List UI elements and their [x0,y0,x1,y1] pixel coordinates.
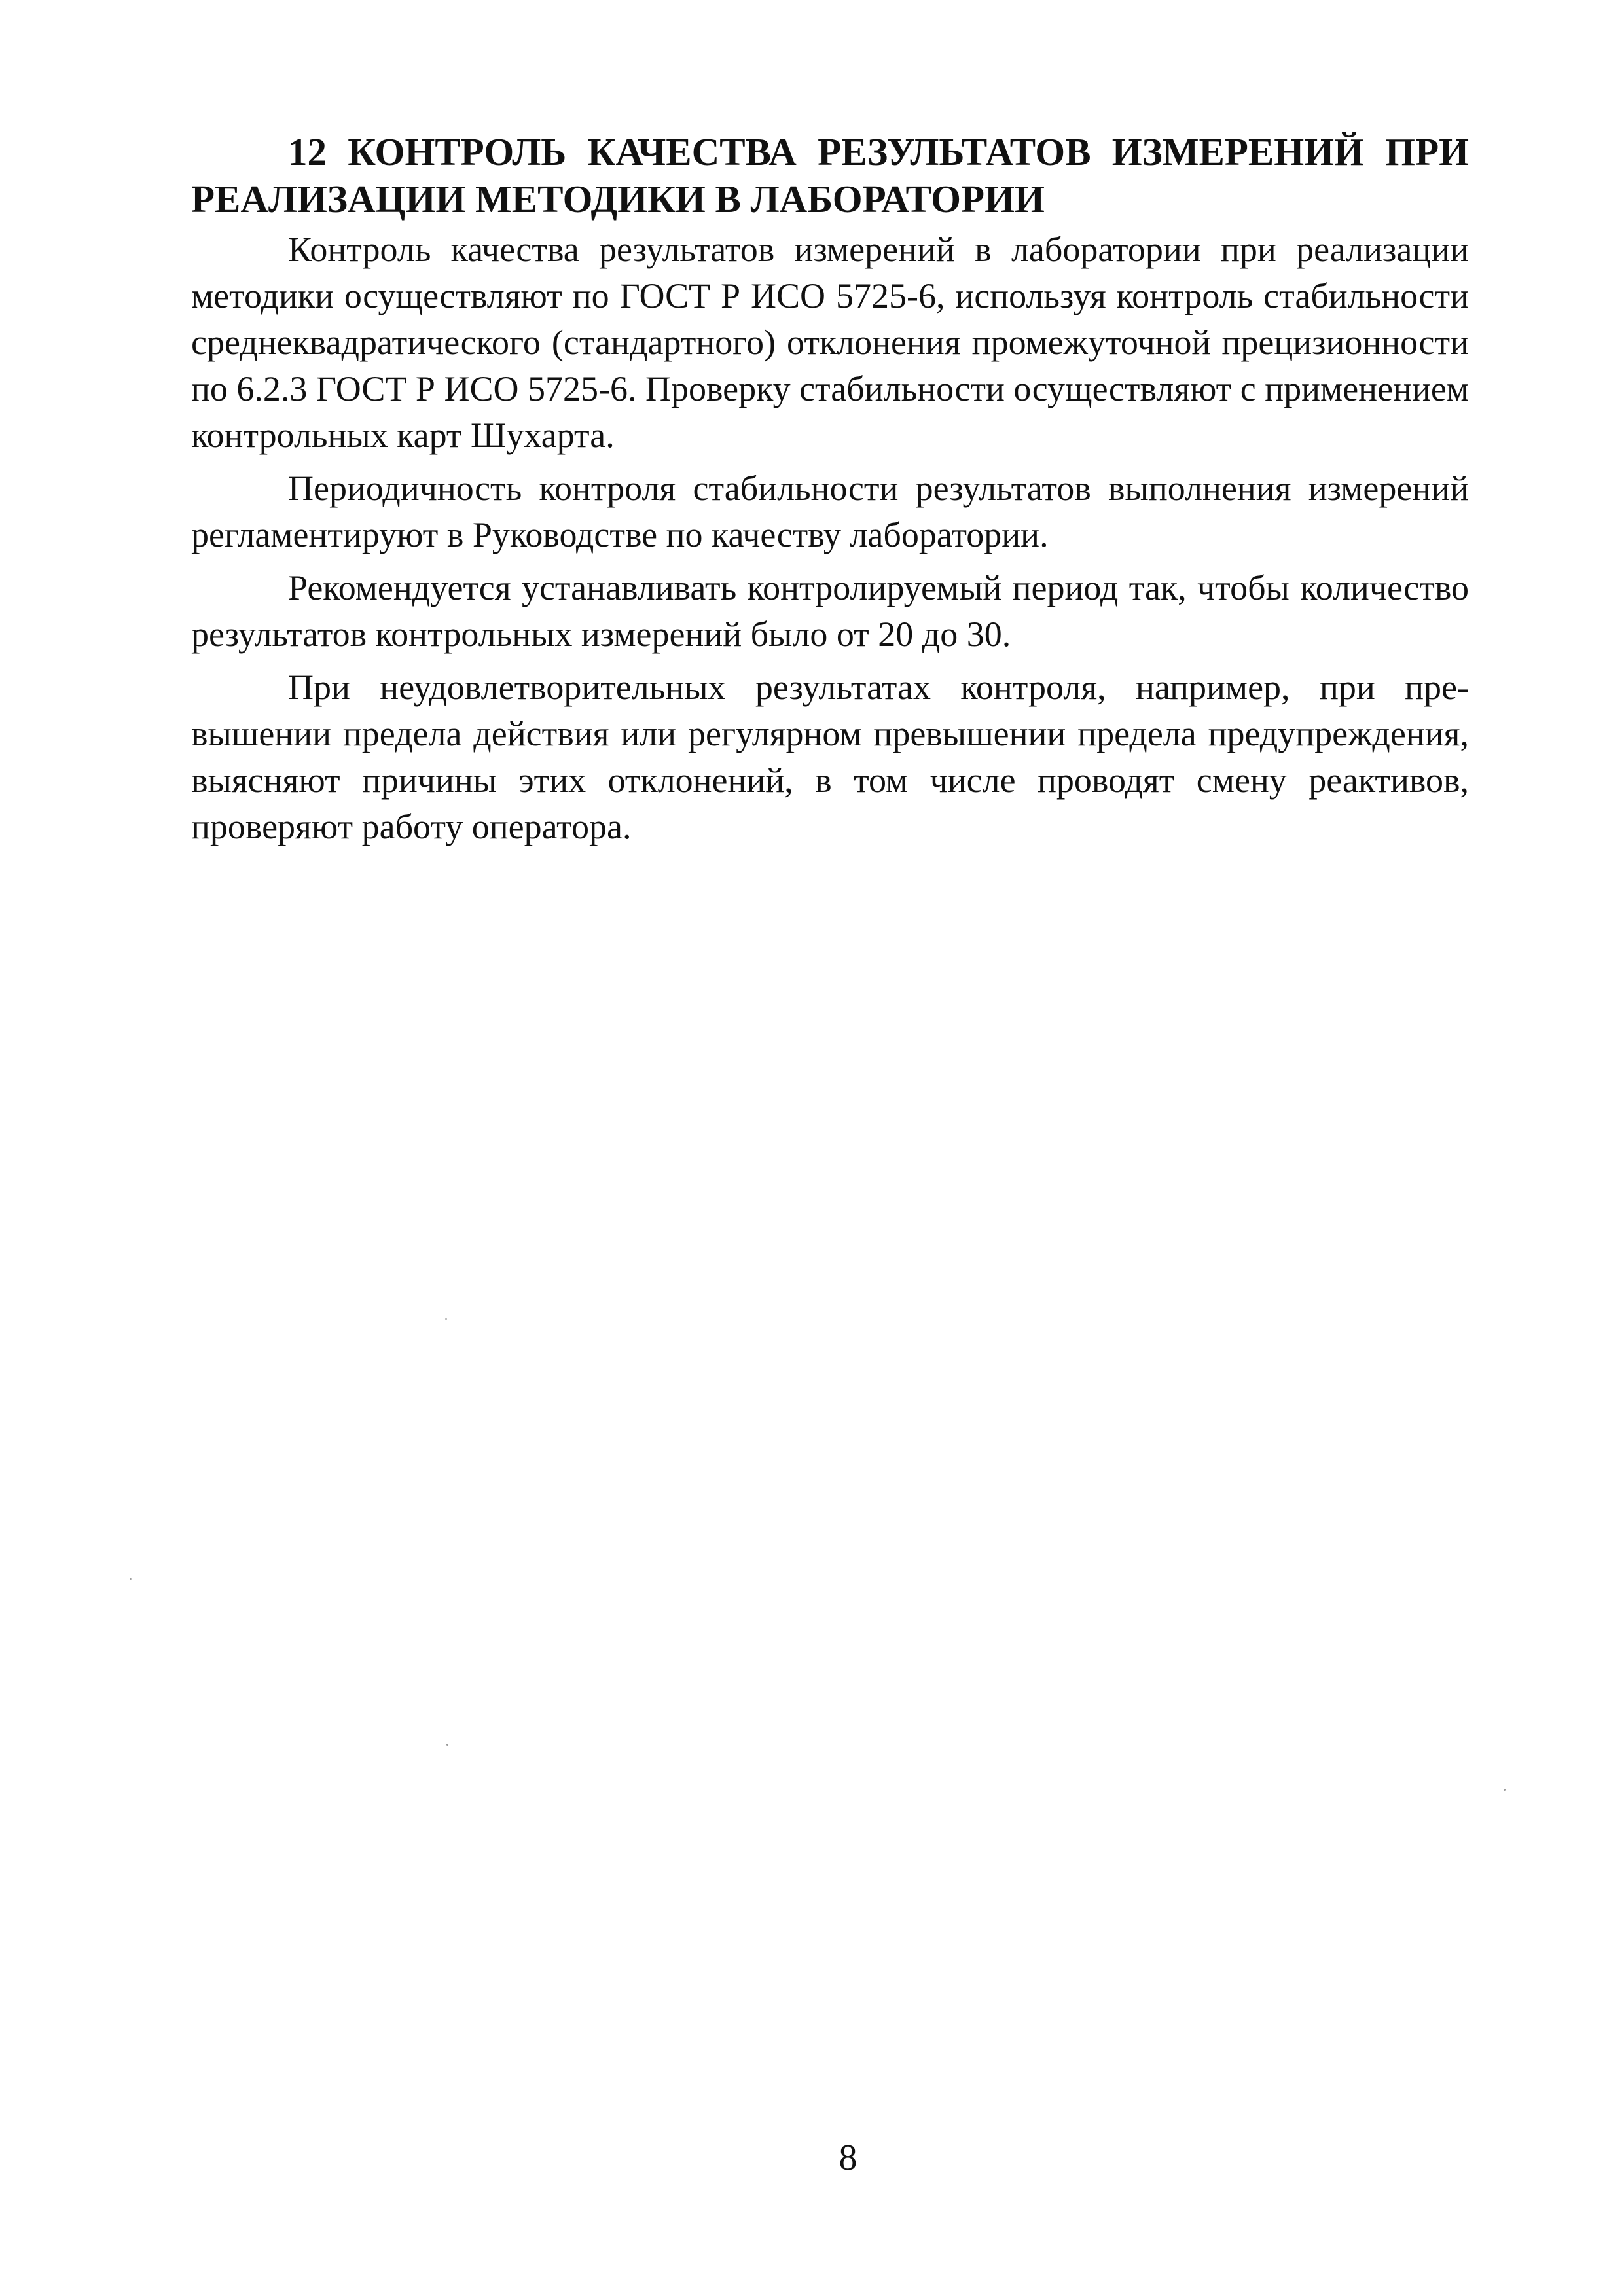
scan-speck [445,1318,447,1320]
scan-speck [130,1578,132,1580]
paragraph-periodicity: Периодичность контроля стабильности результатов выполнения измерений регламентируют в Руководстве по качеству лаборатории. [191,469,1469,554]
paragraph-control-period: Рекомендуется устанавливать контролируемый период так, чтобы количество результатов контрольных измерений было от 20 до 30. [191,568,1469,654]
scan-speck [446,1744,448,1746]
page-number: 8 [839,2138,857,2178]
paragraph-unsatisfactory-results: При неудовлетворительных результатах контроля, например, при превышении предела действия или регулярном превышении предела предупреждения, выясняют причины этих отклонений, в том числе проводят смену реактивов, проверяют работу оператора. [191,668,1469,846]
section-heading: 12 КОНТРОЛЬ КАЧЕСТВА РЕЗУЛЬТАТОВ ИЗМЕРЕНИЙ ПРИ РЕАЛИЗАЦИИ МЕТОДИКИ В ЛАБОРАТОРИИ [191,130,1469,221]
scan-speck [1504,1789,1506,1791]
paragraph-quality-control: Контроль качества результатов измерений в лаборатории при реализации методики осуществляют по ГОСТ Р ИСО 5725-6, используя контроль стабильности среднеквадратического (стандартного) отклонения промежуточной прецизионности по 6.2.3 ГОСТ Р ИСО 5725-6. Проверку стабильности осуществляют с применением контрольных карт Шухарта. [191,230,1469,455]
page-content [191,128,1469,857]
